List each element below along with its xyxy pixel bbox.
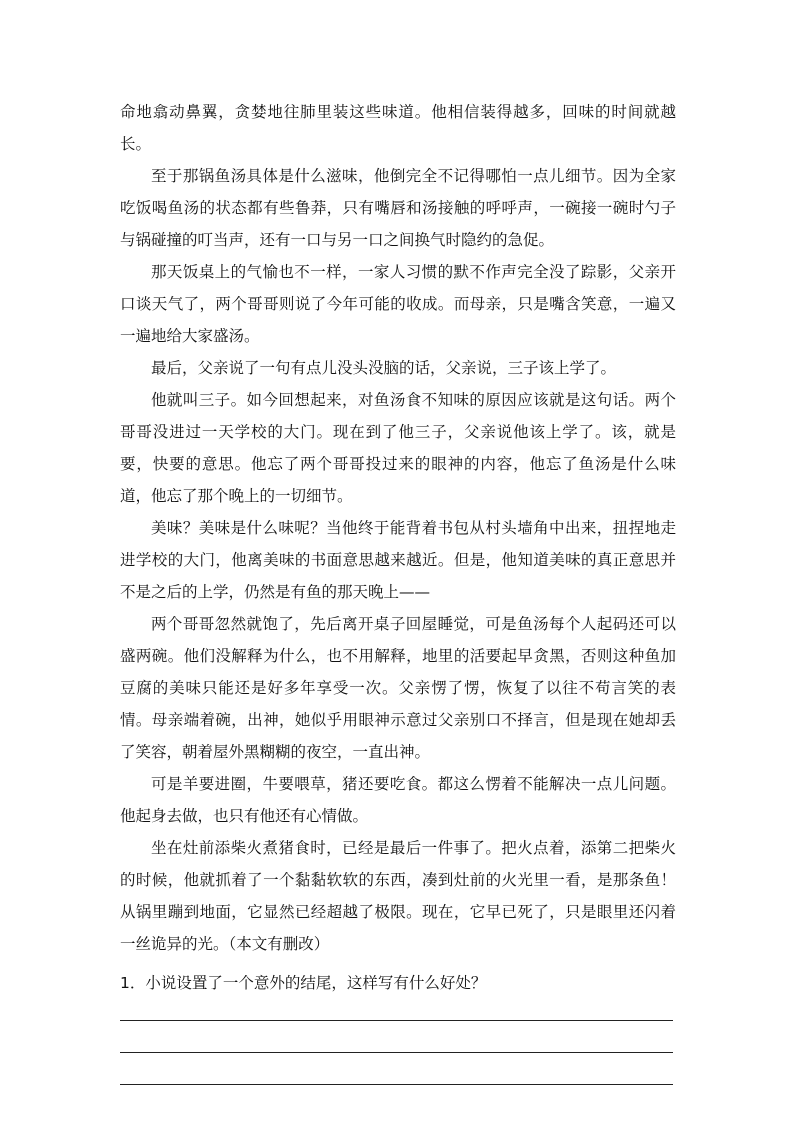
paragraph-4: 最后，父亲说了一句有点儿没头没脑的话，父亲说，三子该上学了。 <box>151 359 617 377</box>
paragraph-1: 命地翕动鼻翼，贪婪地往肺里装这些味道。他相信装得越多，回味的时间就越长。 <box>120 103 676 153</box>
paragraph-6: 美味？美味是什么味呢？当他终于能背着书包从村头墙角中出来，扭捏地走进学校的大门，他离美味的书面意思越来越近。但是，他知道美味的真正意思并不是之后的上学，仍然是有鱼的那天晚上—— <box>120 519 676 601</box>
paragraph-9: 坐在灶前添柴火煮猪食时，已经是最后一件事了。把火点着，添第二把柴火的时候，他就抓着了一个黏黏软软的东西，凑到灶前的火光里一看，是那条鱼！从锅里蹦到地面，它显然已经超越了极限。现在，它早已死了，只是眼里还闪着一丝诡异的光。（本文有删改） <box>120 839 676 953</box>
paragraph-5: 他就叫三子。如今回想起来，对鱼汤食不知味的原因应该就是这句话。两个哥哥没进过一天学校的大门。现在到了他三子，父亲说他该上学了。该，就是要，快要的意思。他忘了两个哥哥投过来的眼神的内容，他忘了鱼汤是什么味道，他忘了那个晚上的一切细节。 <box>120 391 676 505</box>
paragraph-2: 至于那锅鱼汤具体是什么滋味，他倒完全不记得哪怕一点儿细节。因为全家吃饭喝鱼汤的状态都有些鲁莽，只有嘴唇和汤接触的呼呼声，一碗接一碗时勺子与锅碰撞的叮当声，还有一口与另一口之间换气时隐约的急促。 <box>120 167 676 249</box>
answer-line[interactable] <box>120 1052 673 1053</box>
document-page <box>120 96 676 1085</box>
paragraph-3: 那天饭桌上的气愉也不一样，一家人习惯的默不作声完全没了踪影，父亲开口谈天气了，两个哥哥则说了今年可能的收成。而母亲，只是嘴含笑意，一遍又一遍地给大家盛汤。 <box>120 263 676 345</box>
answer-line[interactable] <box>120 1084 673 1085</box>
paragraph-8: 可是羊要进圈，牛要喂草，猪还要吃食。都这么愣着不能解决一点儿问题。他起身去做，也只有他还有心情做。 <box>120 775 676 825</box>
answer-line[interactable] <box>120 1020 673 1021</box>
question-1: 1．小说设置了一个意外的结尾，这样写有什么好处？ <box>120 974 487 992</box>
paragraph-7: 两个哥哥忽然就饱了，先后离开桌子回屋睡觉，可是鱼汤每个人起码还可以盛两碗。他们没解释为什么，也不用解释，地里的活要起早贪黑，否则这种鱼加豆腐的美味只能还是好多年享受一次。父亲愣了愣，恢复了以往不苟言笑的表情。母亲端着碗，出神，她似乎用眼神示意过父亲别口不择言，但是现在她却丢了笑容，朝着屋外黑糊糊的夜空，一直出神。 <box>120 615 676 761</box>
